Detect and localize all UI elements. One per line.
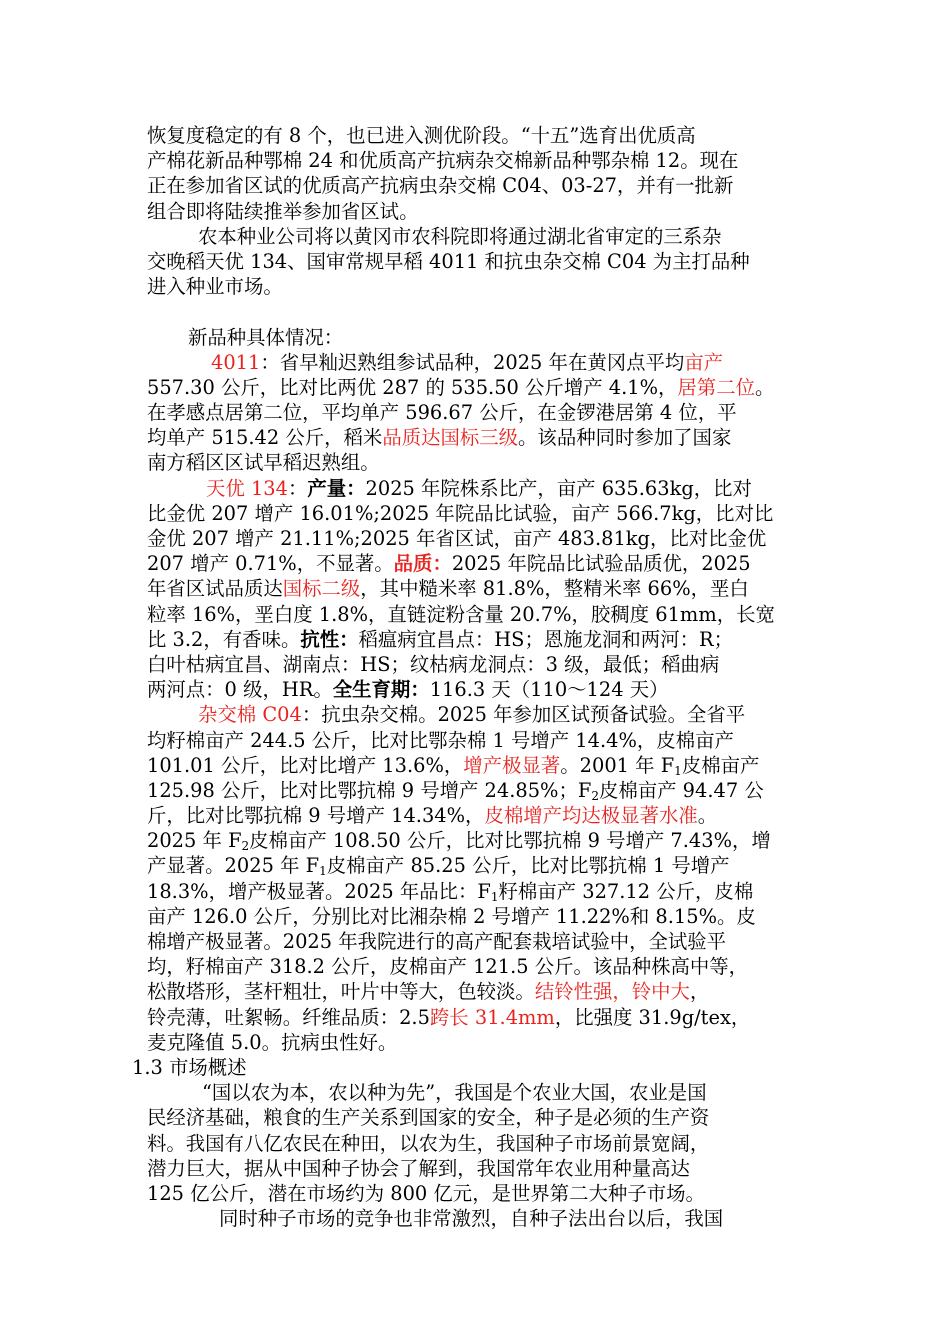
- text-line: 产显著。2025 年 $F_1$皮棉亩产 85.25 公斤，比对比鄂抗棉 1 号增产: [147, 854, 730, 879]
- section-heading-market-overview: 1.3 市场概述: [132, 1055, 247, 1079]
- text-line: 557.30 公斤，比对比两优 287 的 535.50 公斤增产 4.1%，居第二位。: [147, 375, 775, 399]
- new-varieties-heading: 新品种具体情况：: [188, 325, 344, 349]
- label-yield: 产量：: [307, 476, 366, 500]
- text-line: 民经济基础，粮食的生产关系到国家的安全，种子是必须的生产资: [147, 1106, 710, 1130]
- text-line: 在孝感点居第二位，平均单产 596.67 公斤，在金锣港居第 4 位，平: [147, 401, 737, 425]
- label-growth-period: 全生育期：: [332, 678, 430, 702]
- text-line: 比金优 207 增产 16.01%;2025 年院品比试验，亩产 566.7kg，比对比: [147, 501, 774, 525]
- text-line: 均，籽棉亩产 318.2 公斤，皮棉亩产 121.5 公斤。该品种株高中等，: [147, 955, 749, 979]
- text-line: 125.98 公斤，比对比鄂抗棉 9 号增产 24.85%；$F_2$皮棉亩产 94.47 公: [147, 778, 764, 803]
- text-line: 产棉花新品种鄂棉 24 和优质高产抗病杂交棉新品种鄂杂棉 12。现在: [147, 149, 739, 173]
- text-line: 正在参加省区试的优质高产抗病虫杂交棉 C04、03-27，并有一批新: [147, 174, 734, 198]
- text-line: 亩产 126.0 公斤，分别比对比湘杂棉 2 号增产 11.22%和 8.15%。皮: [147, 904, 756, 928]
- text-line: 18.3%，增产极显著。2025 年品比：$F_1$籽棉亩产 327.12 公斤，皮棉: [147, 879, 754, 904]
- paragraph-breeding-progress: [147, 123, 817, 224]
- text-line: 粒率 16%，垩白度 1.8%，直链淀粉含量 20.7%，胶稠度 61mm，长宽: [147, 602, 775, 626]
- text-line: 2025 年 $F_2$皮棉亩产 108.50 公斤，比对比鄂抗棉 9 号增产 7.43%，增: [147, 829, 771, 854]
- text-line: 杂交棉 C04：抗虫杂交棉。2025 年参加区试预备试验。全省平: [198, 703, 746, 727]
- text-line: 交晚稻天优 134、国审常规早稻 4011 和抗虫杂交棉 C04 为主打品种: [147, 249, 750, 273]
- text-line: 组合即将陆续推举参加省区试。: [147, 199, 419, 223]
- text-line: 白叶枯病宜昌、湖南点：HS；纹枯病龙洞点：3 级，最低；稻曲病: [147, 652, 720, 676]
- paragraph-competition: [147, 1206, 817, 1231]
- text-line: 均籽棉亩产 244.5 公斤，比对比鄂杂棉 1 号增产 14.4%，皮棉亩产: [147, 728, 734, 752]
- text-line: 两河点：0 级，HR。全生育期：116.3 天（110～124 天）: [147, 678, 669, 702]
- label-resistance: 抗性：: [300, 627, 359, 651]
- variety-4011: [147, 350, 817, 476]
- text-line: 棉增产极显著。2025 年我院进行的高产配套栽培试验中，全试验平: [147, 930, 727, 953]
- variety-name-4011: 4011: [211, 350, 261, 374]
- text-line: 金优 207 增产 21.11%;2025 年省区试，亩产 483.81kg，比对比金优: [147, 527, 767, 550]
- text-line: 125 亿公斤，潜在市场约为 800 亿元，是世界第二大种子市场。: [147, 1181, 705, 1205]
- text-line: 恢复度稳定的有 8 个，也已进入测优阶段。“十五”选育出优质高: [147, 124, 696, 147]
- text-line: 斤，比对比鄂抗棉 9 号增产 14.34%，皮棉增产均达极显著水准。: [147, 804, 718, 828]
- variety-c04: [147, 702, 817, 1055]
- blank-line: [147, 299, 817, 324]
- variety-tianyou-134: [147, 476, 817, 703]
- paragraph-main-varieties: [147, 224, 817, 300]
- paragraph-market-overview: [147, 1080, 817, 1206]
- text-line: 农本种业公司将以黄冈市农科院即将通过湖北省审定的三系杂: [198, 224, 722, 248]
- variety-name-c04: 杂交棉 C04: [198, 703, 302, 727]
- text-line: 比 3.2，有香味。抗性：稻瘟病宜昌点：HS；恩施龙洞和两河：R；: [147, 627, 733, 651]
- text-line: 4011：省早籼迟熟组参试品种，2025 年在黄冈点平均亩产: [211, 350, 724, 374]
- text-line: 均单产 515.42 公斤，稻米品质达国标三级。该品种同时参加了国家: [147, 426, 732, 450]
- text-line: 松散塔形，茎杆粗壮，叶片中等大，色较淡。结铃性强，铃中大，: [147, 980, 710, 1004]
- text-line: 潜力巨大，据从中国种子协会了解到，我国常年农业用种量高达: [147, 1156, 690, 1180]
- text-line: 天优 134：产量：2025 年院株系比产，亩产 635.63kg，比对: [206, 476, 752, 500]
- text-line: 料。我国有八亿农民在种田，以农为生，我国种子市场前景宽阔，: [147, 1131, 710, 1155]
- text-line: 年省区试品质达国标二级，其中糙米率 81.8%，整精米率 66%，垩白: [147, 577, 749, 601]
- text-line: 进入种业市场。: [147, 275, 283, 299]
- text-line: 麦克隆值 5.0。抗病虫性好。: [147, 1030, 398, 1054]
- variety-name-tianyou-134: 天优 134: [206, 476, 288, 500]
- label-quality: 品质：: [393, 552, 452, 576]
- text-line: 101.01 公斤，比对比增产 13.6%，增产极显著。2001 年 $F_1$皮棉亩产: [147, 753, 760, 778]
- text-line: 207 增产 0.71%，不显著。品质：2025 年院品比试验品质优，2025: [147, 552, 751, 576]
- text-line: 同时种子市场的竞争也非常激烈，自种子法出台以后，我国: [219, 1207, 724, 1231]
- text-line: 铃壳薄，吐絮畅。纤维品质：2.5跨长 31.4mm，比强度 31.9g/tex，: [147, 1005, 751, 1029]
- document-body: [132, 123, 817, 1231]
- text-line: 南方稻区区试早稻迟熟组。: [147, 451, 380, 475]
- text-line: “国以农为本，农以种为先”，我国是个农业大国，农业是国: [202, 1081, 707, 1105]
